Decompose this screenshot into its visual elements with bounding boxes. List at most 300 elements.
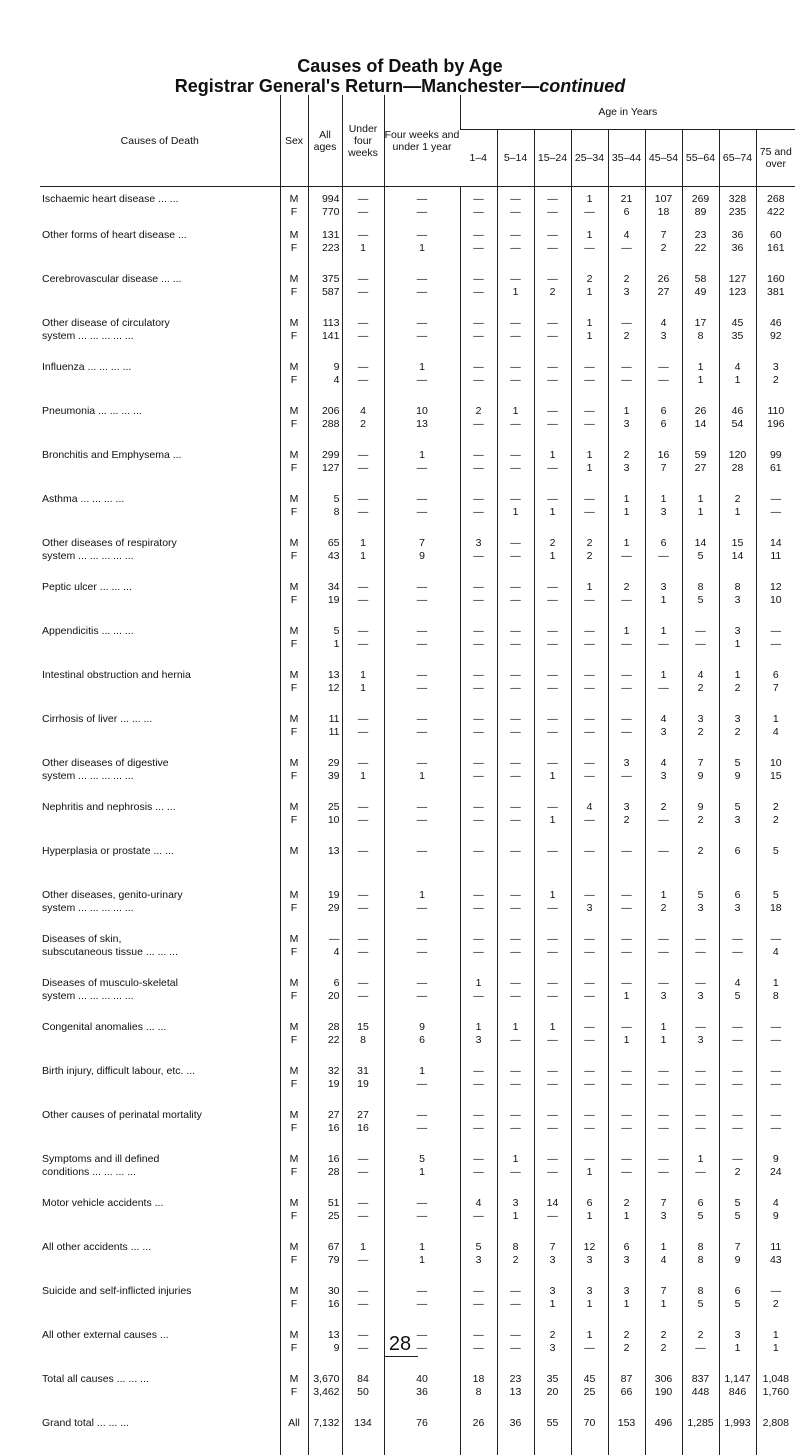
value-cell: [571, 531, 608, 575]
value-cell: [682, 311, 719, 355]
value-cell: [571, 311, 608, 355]
cell-value: —: [732, 932, 743, 945]
all-ages-value: 29: [327, 901, 340, 914]
cell-value: 1: [586, 580, 593, 593]
all-ages-cell: [308, 1279, 342, 1323]
cell-value: —: [510, 813, 521, 826]
value-cell: [756, 575, 795, 619]
cell-value: —: [658, 637, 669, 650]
cell-value: —: [416, 285, 428, 298]
value-cell: [460, 223, 497, 267]
cell-value: 120: [728, 448, 747, 461]
value-cell: [756, 1411, 795, 1455]
value-cell: [719, 187, 756, 223]
cell-value: 3: [623, 1284, 630, 1297]
cell-value: 10: [769, 593, 782, 606]
table-row: [40, 707, 795, 751]
value-cell: [497, 187, 534, 223]
cell-value: —: [770, 492, 782, 505]
value-cell: [342, 1015, 384, 1059]
value-cell: [682, 883, 719, 927]
value-cell: [342, 531, 384, 575]
cell-value: 268: [767, 193, 785, 205]
value-cell: [756, 1059, 795, 1103]
cell-value: —: [584, 1077, 595, 1090]
cause-label: subscutaneous tissue ... ... ...: [42, 945, 178, 958]
cell-value: 8: [697, 1240, 704, 1253]
cell-value: —: [621, 681, 632, 694]
cell-value: 24: [769, 1165, 782, 1178]
sex-cell: [280, 575, 308, 619]
cause-label: Other causes of perinatal mortality: [42, 1108, 202, 1121]
cell-value: —: [732, 1033, 743, 1046]
value-cell: [682, 751, 719, 795]
cell-value: —: [510, 681, 521, 694]
cell-value: —: [695, 1064, 706, 1077]
cell-value: 1: [772, 976, 779, 989]
sex-cell: [280, 1147, 308, 1191]
cause-cell: [40, 619, 280, 663]
cause-label: system ... ... ... ... ...: [42, 769, 134, 782]
sex-value: M: [289, 492, 299, 505]
value-cell: [571, 1103, 608, 1147]
cell-value: 2: [623, 813, 630, 826]
value-cell: [608, 443, 645, 487]
sex-value: F: [290, 285, 298, 298]
value-cell: [682, 1367, 719, 1411]
cell-value: 6: [660, 404, 667, 417]
cell-value: —: [357, 461, 369, 474]
value-cell: [645, 883, 682, 927]
cell-value: 1,993: [724, 1416, 751, 1429]
cell-value: 2: [660, 901, 667, 914]
cell-value: —: [510, 360, 521, 373]
cell-value: —: [695, 1341, 706, 1354]
cell-value: 2: [623, 272, 630, 285]
cell-value: —: [584, 1033, 595, 1046]
value-cell: [342, 187, 384, 223]
cell-value: —: [510, 1341, 521, 1354]
value-cell: [682, 355, 719, 399]
cell-value: 1: [360, 681, 366, 694]
cell-value: 46: [731, 404, 744, 417]
cell-value: —: [473, 725, 484, 738]
cell-value: 2: [697, 813, 704, 826]
cell-value: 328: [728, 193, 747, 205]
value-cell: [384, 707, 460, 751]
cell-value: 1: [586, 1209, 593, 1222]
cell-value: —: [416, 1209, 428, 1222]
sex-value: M: [289, 316, 299, 329]
cell-value: 496: [654, 1416, 673, 1429]
value-cell: [497, 399, 534, 443]
cause-cell: [40, 751, 280, 795]
cell-value: 3: [623, 1253, 630, 1266]
all-ages-cell: [308, 883, 342, 927]
sex-value: F: [290, 681, 298, 694]
table-row: [40, 619, 795, 663]
value-cell: [608, 575, 645, 619]
value-cell: [608, 839, 645, 883]
cell-value: —: [658, 1064, 669, 1077]
value-cell: [608, 1411, 645, 1455]
value-cell: [608, 487, 645, 531]
cell-value: 43: [769, 1253, 782, 1266]
cause-cell: [40, 355, 280, 399]
cell-value: 21: [620, 193, 633, 205]
cell-value: —: [357, 593, 369, 606]
value-cell: [682, 1191, 719, 1235]
cell-value: —: [473, 945, 484, 958]
cell-value: —: [584, 1020, 595, 1033]
all-ages-value: 12: [327, 681, 340, 694]
all-ages-cell: [308, 839, 342, 883]
cell-value: —: [621, 1121, 632, 1134]
value-cell: [645, 1015, 682, 1059]
cell-value: —: [416, 316, 428, 329]
cell-value: 3: [475, 1253, 482, 1266]
cell-value: —: [621, 769, 632, 782]
value-cell: [571, 1015, 608, 1059]
cell-value: 3: [734, 712, 741, 725]
value-cell: [682, 1235, 719, 1279]
cell-value: —: [416, 1284, 428, 1297]
cell-value: —: [416, 725, 428, 738]
cell-value: —: [770, 932, 782, 945]
value-cell: [756, 223, 795, 267]
value-cell: [342, 575, 384, 619]
sex-value: F: [290, 329, 298, 342]
cell-value: —: [510, 461, 521, 474]
cell-value: —: [473, 1209, 484, 1222]
cell-value: —: [473, 624, 484, 637]
value-cell: [682, 1411, 719, 1455]
cell-value: 9: [697, 800, 704, 813]
cell-value: 2: [697, 1328, 704, 1341]
cell-value: 3: [623, 800, 630, 813]
sex-value: M: [289, 272, 299, 285]
cell-value: —: [658, 1152, 669, 1165]
cell-value: —: [621, 945, 632, 958]
cell-value: —: [547, 668, 558, 681]
cell-value: 5: [734, 1297, 741, 1310]
cell-value: 18: [472, 1372, 485, 1385]
cell-value: —: [510, 945, 521, 958]
cell-value: 3: [475, 1033, 482, 1046]
value-cell: [534, 187, 571, 223]
cell-value: 3: [734, 624, 741, 637]
value-cell: [645, 223, 682, 267]
cell-value: —: [416, 228, 428, 241]
cell-value: 1: [734, 668, 741, 681]
value-cell: [719, 619, 756, 663]
cell-value: —: [357, 228, 369, 241]
value-cell: [682, 575, 719, 619]
cell-value: 9: [734, 1253, 741, 1266]
value-cell: [608, 1103, 645, 1147]
cell-value: —: [584, 492, 595, 505]
all-ages-value: 34: [327, 580, 340, 593]
all-ages-cell: [308, 575, 342, 619]
value-cell: [645, 1235, 682, 1279]
value-cell: [384, 751, 460, 795]
value-cell: [497, 1015, 534, 1059]
cell-value: —: [584, 1341, 595, 1354]
table-row: [40, 1279, 795, 1323]
cell-value: —: [510, 1077, 521, 1090]
cause-label: conditions ... ... ... ...: [42, 1165, 136, 1178]
value-cell: [645, 663, 682, 707]
all-ages-value: 13: [327, 668, 340, 681]
cause-label: Total all causes ... ... ...: [42, 1372, 149, 1385]
value-cell: [497, 795, 534, 839]
cell-value: 3: [660, 580, 667, 593]
value-cell: [645, 751, 682, 795]
cell-value: —: [621, 637, 632, 650]
all-ages-value: 79: [327, 1253, 340, 1266]
cell-value: 8: [772, 989, 779, 1002]
sex-cell: [280, 1191, 308, 1235]
value-cell: [682, 267, 719, 311]
cell-value: —: [547, 844, 558, 857]
sex-value: M: [289, 448, 299, 461]
cell-value: 1: [586, 1165, 593, 1178]
value-cell: [608, 187, 645, 223]
cell-value: —: [473, 901, 484, 914]
all-ages-value: 30: [327, 1284, 340, 1297]
cell-value: 1: [660, 668, 667, 681]
all-ages-value: 299: [321, 448, 340, 461]
cell-value: —: [732, 1020, 743, 1033]
cell-value: 5: [697, 888, 704, 901]
value-cell: [756, 663, 795, 707]
cause-label: Grand total ... ... ...: [42, 1416, 129, 1429]
value-cell: [608, 531, 645, 575]
value-cell: [460, 1015, 497, 1059]
cell-value: —: [357, 285, 369, 298]
cell-value: —: [473, 800, 484, 813]
cause-cell: [40, 1147, 280, 1191]
cell-value: 1: [419, 1240, 425, 1253]
all-ages-value: 206: [321, 404, 340, 417]
value-cell: [719, 531, 756, 575]
all-ages-value: 19: [327, 1077, 340, 1090]
cell-value: 1: [734, 373, 741, 386]
cell-value: 1: [586, 329, 593, 342]
cell-value: 7: [549, 1240, 556, 1253]
cell-value: 2: [623, 1196, 630, 1209]
value-cell: [756, 1235, 795, 1279]
all-ages-value: 770: [321, 206, 340, 218]
cell-value: 60: [769, 228, 782, 241]
cell-value: —: [695, 624, 706, 637]
sex-value: M: [289, 1152, 299, 1165]
table-row: [40, 839, 795, 883]
cell-value: 36: [731, 228, 744, 241]
value-cell: [534, 223, 571, 267]
value-cell: [534, 1059, 571, 1103]
cell-value: 3: [660, 505, 667, 518]
cell-value: —: [510, 769, 521, 782]
cell-value: —: [695, 976, 706, 989]
cell-value: 3: [734, 593, 741, 606]
cell-value: 4: [586, 800, 593, 813]
cause-cell: [40, 531, 280, 575]
value-cell: [534, 1015, 571, 1059]
cell-value: —: [416, 932, 428, 945]
cell-value: 1,048: [762, 1372, 789, 1385]
cell-value: —: [770, 1121, 782, 1134]
cause-label: Diseases of skin,: [42, 932, 122, 945]
cell-value: —: [547, 637, 558, 650]
cell-value: 6: [772, 668, 779, 681]
cell-value: 14: [769, 536, 782, 549]
value-cell: [645, 575, 682, 619]
cause-label: Asthma ... ... ... ...: [42, 492, 125, 505]
cell-value: 134: [354, 1416, 372, 1429]
cell-value: 3: [623, 756, 630, 769]
cell-value: 3: [734, 901, 741, 914]
value-cell: [460, 707, 497, 751]
cell-value: 7: [772, 681, 779, 694]
value-cell: [571, 487, 608, 531]
cell-value: 6: [660, 417, 667, 430]
header-age-4: 35–44: [608, 130, 645, 187]
cell-value: —: [357, 989, 369, 1002]
cell-value: —: [357, 1253, 369, 1266]
sex-cell: [280, 663, 308, 707]
value-cell: [756, 707, 795, 751]
cell-value: —: [416, 505, 428, 518]
cell-value: —: [510, 329, 521, 342]
cell-value: 2: [772, 373, 779, 386]
cell-value: 3: [660, 725, 667, 738]
cell-value: —: [510, 1121, 521, 1134]
value-cell: [497, 1103, 534, 1147]
cell-value: —: [416, 1297, 428, 1310]
value-cell: [460, 927, 497, 971]
value-cell: [534, 839, 571, 883]
sex-cell: [280, 355, 308, 399]
value-cell: [342, 751, 384, 795]
value-cell: [571, 223, 608, 267]
value-cell: [608, 751, 645, 795]
all-ages-value: 113: [322, 316, 340, 329]
cell-value: —: [357, 316, 369, 329]
cell-value: 306: [654, 1372, 673, 1385]
cell-value: —: [473, 1152, 484, 1165]
all-ages-cell: [308, 751, 342, 795]
cell-value: —: [510, 668, 521, 681]
cell-value: —: [416, 813, 428, 826]
cell-value: 2: [360, 417, 366, 430]
sex-value: M: [289, 1196, 299, 1209]
cell-value: —: [416, 637, 428, 650]
value-cell: [608, 1279, 645, 1323]
cell-value: —: [357, 360, 369, 373]
cause-cell: [40, 707, 280, 751]
value-cell: [460, 267, 497, 311]
cell-value: —: [473, 417, 484, 430]
value-cell: [719, 795, 756, 839]
value-cell: [608, 1147, 645, 1191]
cell-value: —: [510, 580, 521, 593]
value-cell: [571, 399, 608, 443]
cell-value: —: [357, 193, 369, 205]
value-cell: [497, 1147, 534, 1191]
cell-value: 26: [472, 1416, 485, 1429]
value-cell: [342, 1279, 384, 1323]
header-age-2: 15–24: [534, 130, 571, 187]
cell-value: 3: [697, 989, 704, 1002]
value-cell: [460, 355, 497, 399]
value-cell: [571, 619, 608, 663]
cell-value: 2: [549, 1328, 556, 1341]
value-cell: [645, 1147, 682, 1191]
cell-value: —: [547, 1108, 558, 1121]
cell-value: 1: [549, 1020, 556, 1033]
cell-value: 2: [586, 272, 593, 285]
value-cell: [384, 1279, 460, 1323]
value-cell: [342, 795, 384, 839]
all-ages-cell: [308, 1235, 342, 1279]
cell-value: —: [584, 769, 595, 782]
value-cell: [719, 399, 756, 443]
cell-value: 1: [549, 448, 556, 461]
cell-value: —: [416, 756, 428, 769]
cell-value: 1: [549, 813, 556, 826]
value-cell: [608, 1235, 645, 1279]
cause-label: system ... ... ... ... ...: [42, 549, 134, 562]
cell-value: —: [732, 1064, 743, 1077]
cell-value: —: [357, 976, 369, 989]
cell-value: —: [357, 932, 369, 945]
value-cell: [460, 1411, 497, 1455]
cell-value: —: [547, 624, 558, 637]
sex-cell: [280, 187, 308, 223]
cell-value: 3: [549, 1341, 556, 1354]
value-cell: [756, 443, 795, 487]
value-cell: [384, 267, 460, 311]
cell-value: 1: [586, 193, 593, 205]
value-cell: [342, 883, 384, 927]
value-cell: [571, 1279, 608, 1323]
cell-value: 6: [623, 1240, 630, 1253]
sex-cell: [280, 1279, 308, 1323]
cell-value: 1: [512, 1152, 519, 1165]
cause-cell: [40, 1059, 280, 1103]
sex-value: M: [289, 580, 299, 593]
cell-value: 3: [697, 1033, 704, 1046]
cell-value: —: [357, 945, 369, 958]
cause-label: Hyperplasia or prostate ... ...: [42, 844, 174, 857]
cell-value: —: [416, 712, 428, 725]
value-cell: [384, 1015, 460, 1059]
cell-value: —: [547, 989, 558, 1002]
value-cell: [719, 443, 756, 487]
table-row: [40, 1015, 795, 1059]
cell-value: —: [473, 769, 484, 782]
value-cell: [534, 1279, 571, 1323]
cell-value: 2: [772, 800, 779, 813]
cell-value: —: [510, 725, 521, 738]
value-cell: [534, 1191, 571, 1235]
value-cell: [460, 311, 497, 355]
cell-value: 7: [660, 1284, 667, 1297]
value-cell: [342, 927, 384, 971]
value-cell: [497, 971, 534, 1015]
value-cell: [645, 1411, 682, 1455]
